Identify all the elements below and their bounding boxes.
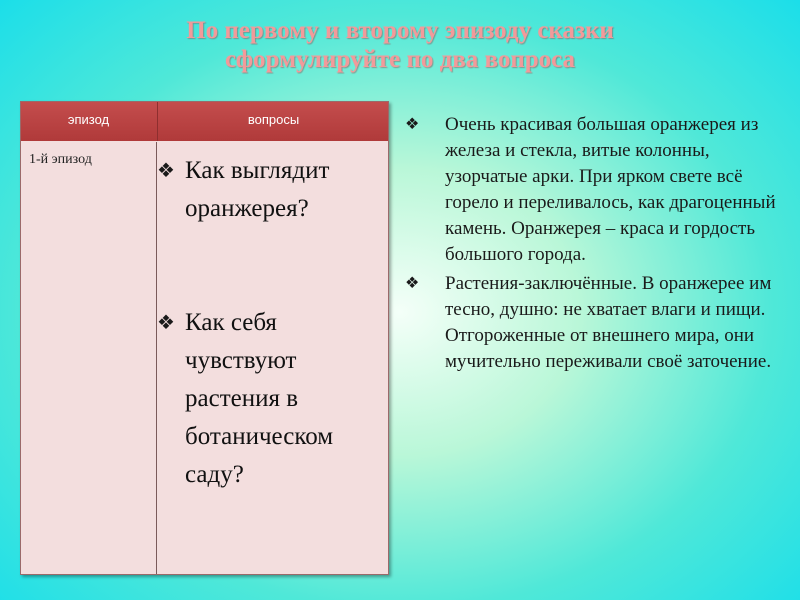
diamond-bullet-icon: ❖ [157,160,175,182]
diamond-bullet-icon: ❖ [405,275,420,292]
slide-title-line-2: сформулируйте по два вопроса [224,46,576,73]
slide-title-line-1: По первому и второму эпизоду сказки [186,17,614,44]
diamond-bullet-icon: ❖ [405,116,420,133]
header-questions: вопросы [157,102,389,141]
answer-bullet-text: Растения-заключённые. В оранжерее им тесно, душно: не хватает влаги и пищи. Отгороженные от внешнего мира, они мучительно переживали своё заточение. [445,273,772,372]
diamond-bullet-icon: ❖ [157,312,175,334]
episode-questions-table [20,101,389,575]
answer-bullet-item [405,271,800,375]
slide-title [0,16,800,74]
question-text: Как выглядит оранжерея? [185,157,330,222]
answer-bullet-text: Очень красивая большая оранжерея из железа и стекла, витые колонны, узорчатые арки. При ярком свете всё горело и переливалось, как драгоценный камень. Оранжерея – краса и гордость большого города. [445,114,776,265]
answer-bullet-item [405,112,800,268]
episode-label: 1-й эпизод [29,152,92,167]
answer-bullets [405,112,800,378]
questions-cell [157,142,388,574]
header-episode: эпизод [67,112,110,127]
table-header-row [21,102,388,141]
question-text: Как себя чувствуют растения в ботаническом саду? [185,309,334,488]
episode-cell [21,142,157,574]
